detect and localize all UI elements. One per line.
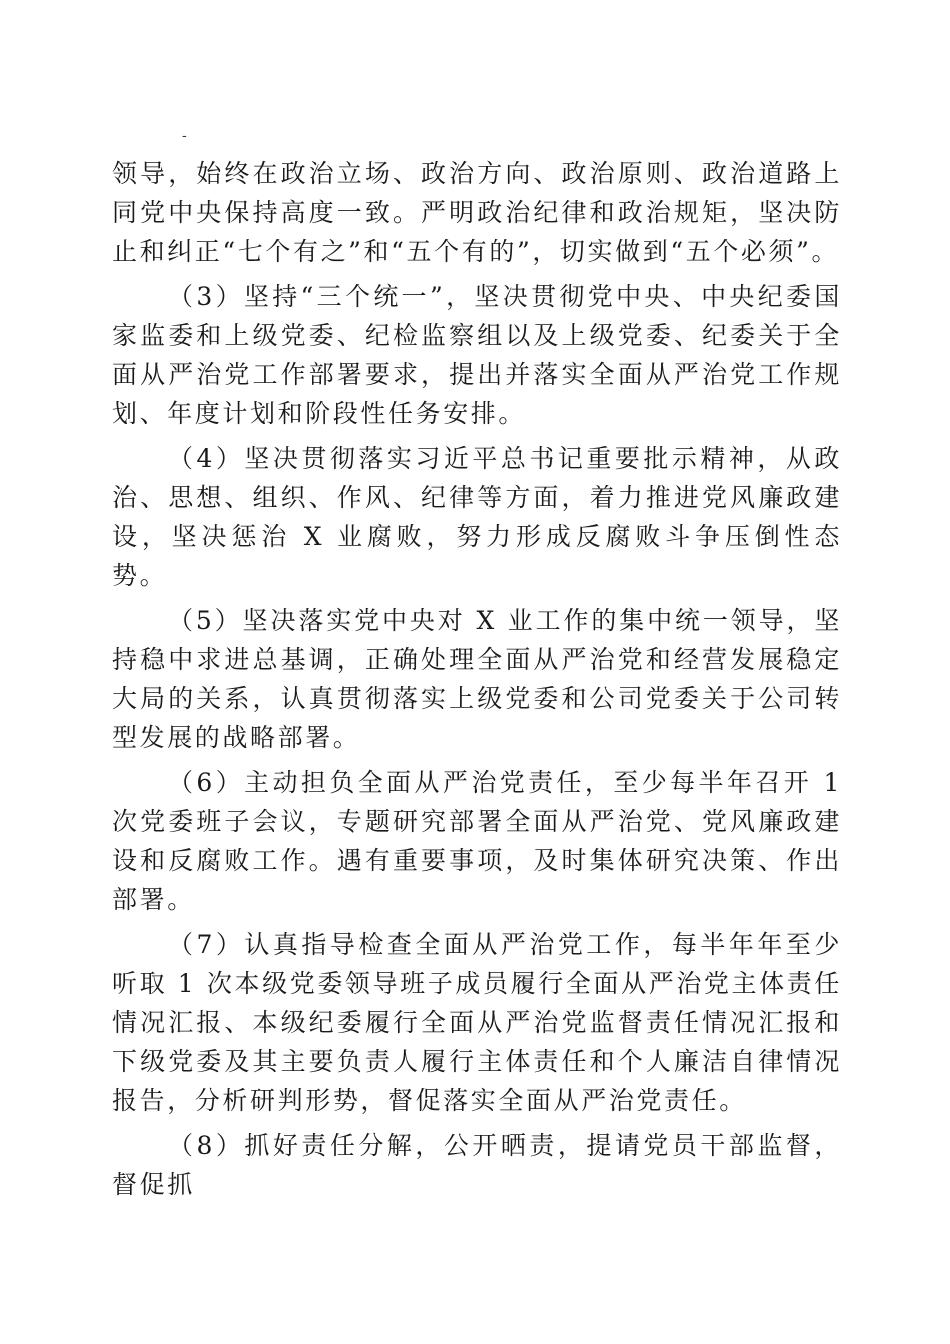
paragraph-item-7: （7）认真指导检查全面从严治党工作，每半年年至少听取 1 次本级党委领导班子成员履行全面从严治党主体责任情况汇报、本级纪委履行全面从严治党监督责任情况汇报和下级党委及其主要负责人履行主体责任和个人廉洁自律情况报告，分析研判形势，督促落实全面从严治党责任。	[112, 930, 842, 1115]
paragraph-item-6: （6）主动担负全面从严治党责任，至少每半年召开 1 次党委班子会议，专题研究部署全面从严治党、党风廉政建设和反腐败工作。遇有重要事项，及时集体研究决策、作出部署。	[112, 768, 842, 914]
paragraph-continuation: 领导，始终在政治立场、政治方向、政治原则、政治道路上同党中央保持高度一致。严明政治纪律和政治规矩，坚决防止和纠正“七个有之”和“五个有的”，切实做到“五个必须”。	[112, 159, 842, 266]
paragraph-item-4: （4）坚决贯彻落实习近平总书记重要批示精神，从政治、思想、组织、作风、纪律等方面，着力推进党风廉政建设，坚决惩治 X 业腐败，努力形成反腐败斗争压倒性态势。	[112, 444, 842, 590]
body-text	[112, 154, 842, 1210]
page-marker: -	[182, 128, 187, 144]
paragraph-item-8: （8）抓好责任分解，公开晒责，提请党员干部监督，督促抓	[112, 1131, 842, 1199]
paragraph-item-5: （5）坚决落实党中央对 X 业工作的集中统一领导，坚持稳中求进总基调，正确处理全面从严治党和经营发展稳定大局的关系，认真贯彻落实上级党委和公司党委关于公司转型发展的战略部署。	[112, 606, 842, 752]
paragraph-item-3: （3）坚持“三个统一”，坚决贯彻党中央、中央纪委国家监委和上级党委、纪检监察组以及上级党委、纪委关于全面从严治党工作部署要求，提出并落实全面从严治党工作规划、年度计划和阶段性任务安排。	[112, 282, 842, 428]
